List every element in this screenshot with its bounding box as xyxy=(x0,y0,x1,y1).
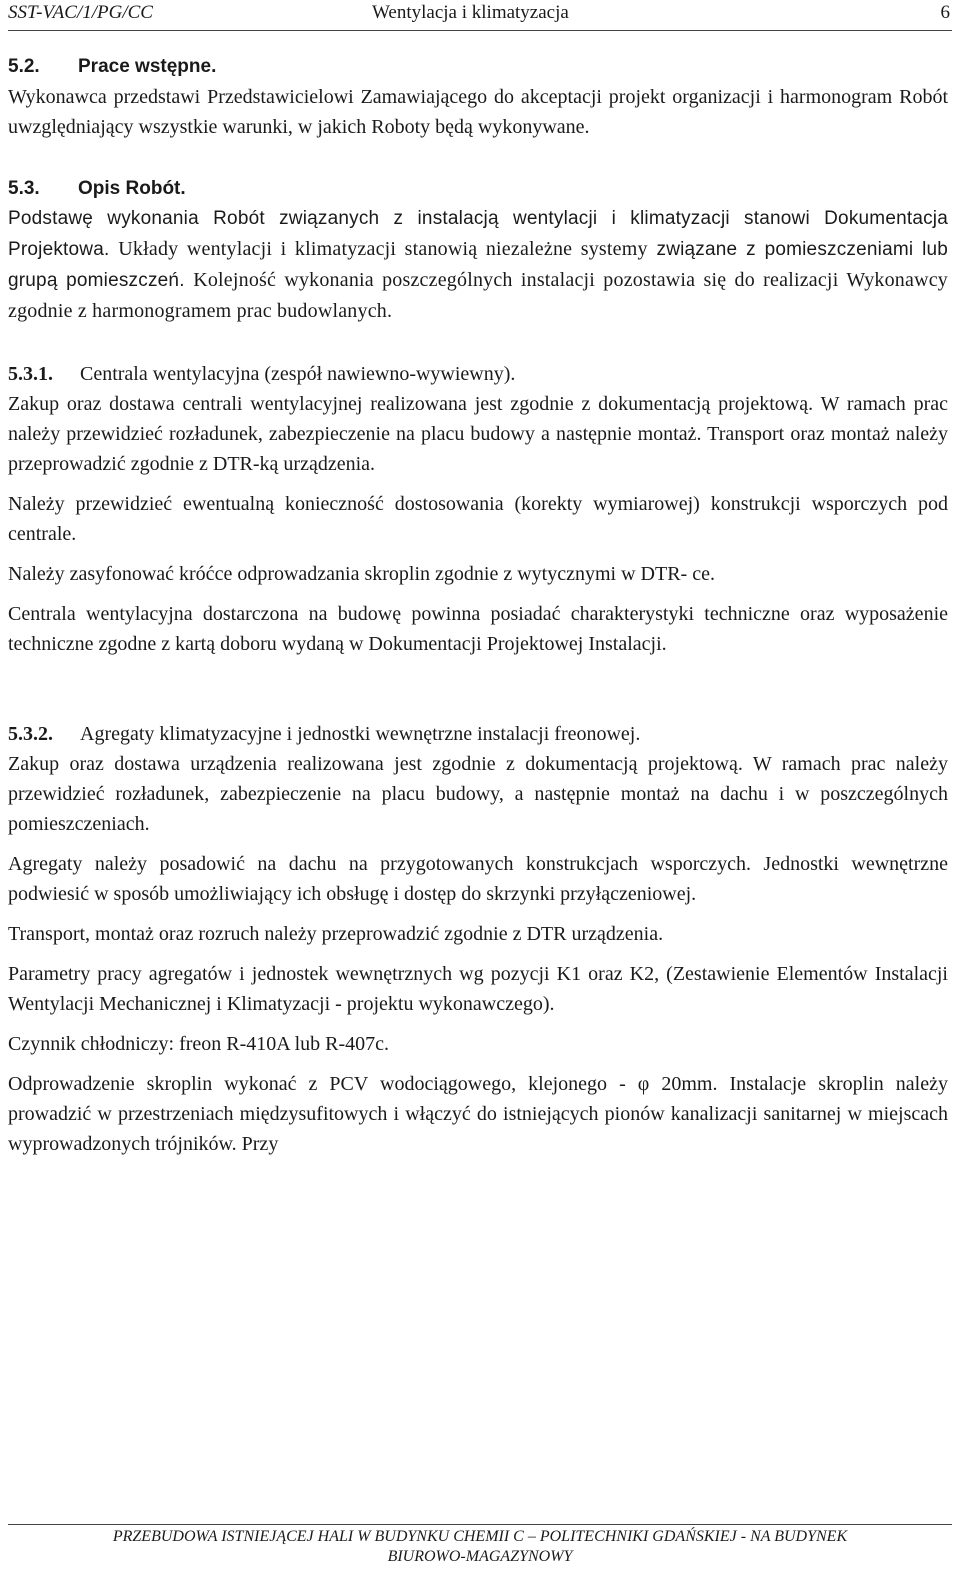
page-footer xyxy=(8,1524,952,1567)
section-number: 5.2. xyxy=(8,56,40,77)
paragraph: Należy przewidzieć ewentualną konieczność dostosowania (korekty wymiarowej) konstrukcji wsporczych pod centrale. xyxy=(8,493,948,545)
paragraph: Wykonawca przedstawi Przedstawicielowi Zamawiającego do akceptacji projekt organizacji i harmonogram Robót uwzględniający wszystkie warunki, w jakich Roboty będą wykonywane. xyxy=(8,86,948,138)
paragraph: Zakup oraz dostawa urządzenia realizowana jest zgodnie z dokumentacją projektową. W ramach prac należy przewidzieć rozładunek, zabezpieczenie na placu budowy, a następnie montaż na dachu i w poszczególnych pomieszczeniach. xyxy=(8,753,948,835)
section-heading-5-3 xyxy=(8,174,948,204)
document-code: SST-VAC/1/PG/CC xyxy=(8,2,153,23)
section-number: 5.3.2. xyxy=(8,723,53,745)
page-number: 6 xyxy=(940,2,950,23)
text-fragment: Kolejność wykonania poszczególnych instalacji pozostawia się do realizacji Wykonawcy zgodnie z harmonogramem prac budowlanych. xyxy=(8,269,948,322)
paragraph xyxy=(8,204,948,327)
section-title: Prace wstępne. xyxy=(78,56,217,77)
text-fragment: związane z pomieszczeniami lub grupą pomieszczeń. xyxy=(8,239,949,291)
paragraph: Centrala wentylacyjna dostarczona na budowę powinna posiadać charakterystyki techniczne oraz wyposażenie techniczne zgodne z kartą doboru wydaną w Dokumentacji Projektowej Instalacji. xyxy=(8,603,948,655)
section-title: Centrala wentylacyjna (zespół nawiewno-wywiewny). xyxy=(80,363,516,385)
footer-line: PRZEBUDOWA ISTNIEJĄCEJ HALI W BUDYNKU CHEMII C – POLITECHNIKI GDAŃSKIEJ - NA BUDYNEK xyxy=(112,1528,848,1545)
paragraph: Transport, montaż oraz rozruch należy przeprowadzić zgodnie z DTR urządzenia. xyxy=(8,923,664,945)
paragraph: Należy zasyfonować króćce odprowadzania skroplin zgodnie z wytycznymi w DTR- ce. xyxy=(8,563,715,585)
section-number: 5.3.1. xyxy=(8,363,53,385)
paragraph: Parametry pracy agregatów i jednostek wewnętrznych wg pozycji K1 oraz K2, (Zestawienie Elementów Instalacji Wentylacji Mechanicznej i Klimatyzacji - projektu wykonawczego). xyxy=(8,963,948,1015)
section-title: Opis Robót. xyxy=(78,178,186,199)
text-fragment: Podstawę wykonania Robót związanych z instalacją wentylacji i klimatyzacji stanowi Dokumentacja Projektowa. xyxy=(8,208,948,260)
section-title: Agregaty klimatyzacyjne i jednostki wewnętrzne instalacji freonowej. xyxy=(80,723,641,745)
paragraph: Odprowadzenie skroplin wykonać z PCV wodociągowego, klejonego - φ 20mm. Instalacje skroplin należy prowadzić w przestrzeniach międzysufitowych i włączyć do istniejących pionów kanalizacji sanitarnej w miejscach wyprowadzonych trójników. Przy xyxy=(8,1073,948,1155)
section-heading-5-3-1 xyxy=(8,359,948,389)
paragraph: Agregaty należy posadowić na dachu na przygotowanych konstrukcjach wsporczych. Jednostki wewnętrzne podwiesić w sposób umożliwiający ich obsługę i dostęp do skrzynki przyłączeniowej. xyxy=(8,853,948,905)
section-heading-5-2 xyxy=(8,52,948,82)
paragraph: Czynnik chłodniczy: freon R-410A lub R-407c. xyxy=(8,1033,390,1055)
text-fragment: Układy wentylacji i klimatyzacji stanowią niezależne systemy xyxy=(118,238,648,260)
section-number: 5.3. xyxy=(8,178,40,199)
section-heading-5-3-2 xyxy=(8,719,948,749)
document-body xyxy=(8,52,948,1159)
page-header xyxy=(8,0,952,31)
document-subject: Wentylacja i klimatyzacja xyxy=(372,2,569,23)
paragraph: Zakup oraz dostawa centrali wentylacyjnej realizowana jest zgodnie z dokumentacją projektową. W ramach prac należy przewidzieć rozładunek, zabezpieczenie na placu budowy a następnie montaż. Transport oraz montaż należy przeprowadzić zgodnie z DTR-ką urządzenia. xyxy=(8,393,948,475)
footer-line: BIUROWO-MAGAZYNOWY xyxy=(387,1548,573,1565)
